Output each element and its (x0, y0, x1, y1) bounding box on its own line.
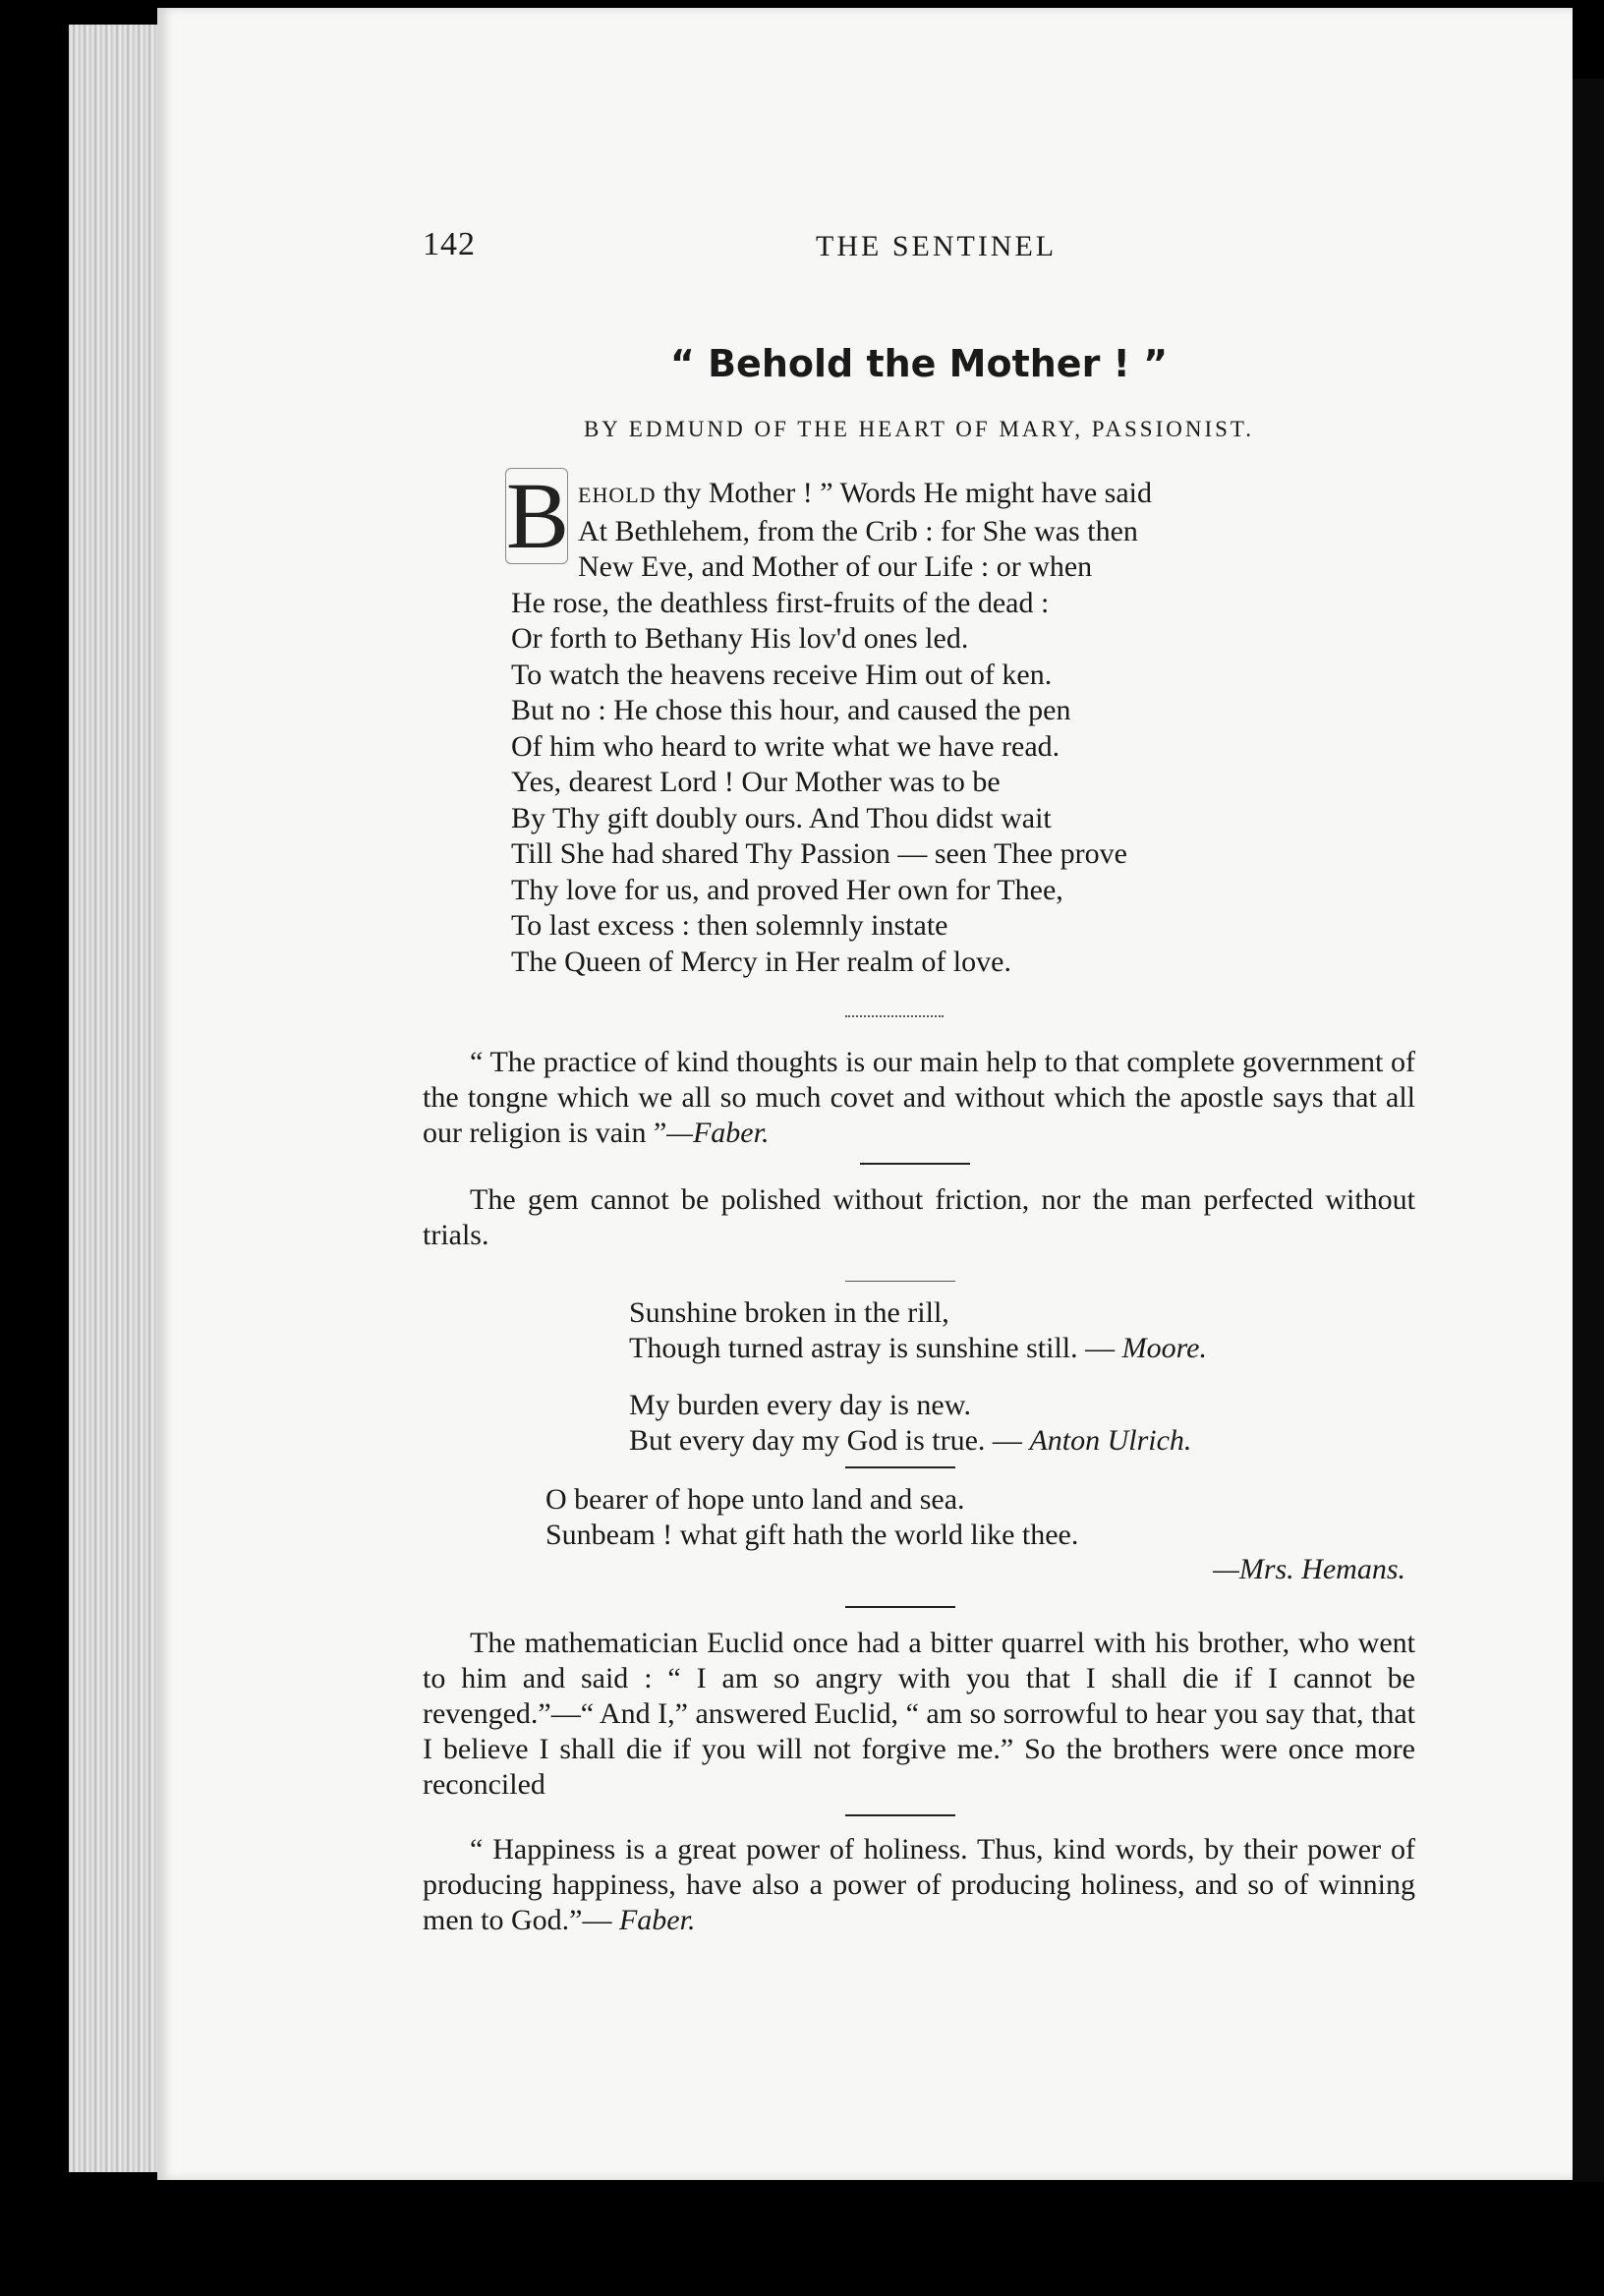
ulrich-line-1: My burden every day is new. (629, 1389, 971, 1421)
divider-rule (845, 1281, 955, 1282)
first-word: EHOLD (578, 483, 657, 507)
gem-quote: The gem cannot be polished without friction, nor the man perfected without trials. (423, 1183, 1415, 1251)
hemans-verse (545, 1482, 1415, 1553)
page-number: 142 (423, 226, 476, 262)
faber-quote-1-cite: —Faber. (666, 1117, 770, 1149)
ulrich-cite: Anton Ulrich. (1029, 1424, 1192, 1457)
divider-rule (845, 1814, 955, 1816)
hemans-line-1: O bearer of hope unto land and sea. (545, 1483, 965, 1516)
poem-line: Till She had shared Thy Passion — seen Thee prove (511, 837, 1127, 870)
moore-cite: Moore. (1121, 1332, 1207, 1364)
poem-line: Thy love for us, and proved Her own for Thee, (511, 873, 1063, 906)
poem-line: By Thy gift doubly ours. And Thou didst wait (511, 801, 1052, 834)
poem-line: He rose, the deathless first-fruits of the dead : (511, 586, 1050, 619)
euclid-anecdote: The mathematician Euclid once had a bitter quarrel with his brother, who went to him and said : “ I am so angry with you that I shall die if I cannot be revenged.”—“ And I,” answered Euclid, “ am so sorrowful to hear you say that, that I believe I shall die if you will not forgive me.” So the brothers were once more reconciled (423, 1627, 1415, 1801)
faber-quote-1-text: “ The practice of kind thoughts is our main help to that complete government of the tongne which we all so much covet and without which the apostle says that all our religion is vain ” (423, 1046, 1415, 1149)
poem-line: New Eve, and Mother of our Life : or when (578, 550, 1093, 583)
poem-line: At Bethlehem, from the Crib : for She was then (578, 514, 1138, 547)
first-line-rest: thy Mother ! ” Words He might have said (656, 477, 1152, 509)
faber-quote-2-cite: Faber. (618, 1904, 696, 1936)
dropcap: B (506, 463, 570, 568)
facing-page-edge (1573, 79, 1604, 2182)
running-title: THE SENTINEL (816, 230, 1058, 262)
hemans-cite: —Mrs. Hemans. (1213, 1553, 1405, 1585)
ulrich-verse (629, 1388, 1415, 1459)
hemans-line-2: Sunbeam ! what gift hath the world like thee. (545, 1519, 1079, 1551)
poem-line: Yes, dearest Lord ! Our Mother was to be (511, 766, 1001, 798)
poem-line: Or forth to Bethany His lov'd ones led. (511, 622, 969, 655)
moore-verse (629, 1295, 1415, 1366)
moore-line-2-text: Though turned astray is sunshine still. — (629, 1332, 1116, 1364)
divider-rule (845, 1606, 955, 1608)
divider-rule (860, 1163, 970, 1165)
moore-line-1: Sunshine broken in the rill, (629, 1296, 949, 1329)
poem-line: To watch the heavens receive Him out of ken. (511, 658, 1053, 691)
poem-line: To last excess : then solemnly instate (511, 909, 948, 942)
page-content (423, 226, 1415, 1938)
ulrich-line-2 (629, 1423, 1415, 1459)
faber-quote-2 (423, 1832, 1415, 1938)
article-title: “ Behold the Mother ! ” (669, 342, 1169, 385)
faber-quote-1 (423, 1045, 1415, 1151)
poem-line: But no : He chose this hour, and caused the pen (511, 694, 1071, 726)
poem-line: Of him who heard to write what we have read. (511, 729, 1060, 763)
poem (506, 463, 1415, 980)
running-head (423, 226, 1415, 285)
divider-rule (845, 1466, 955, 1468)
article-byline: BY EDMUND OF THE HEART OF MARY, PASSIONIST. (583, 417, 1255, 441)
ulrich-line-2-text: But every day my God is true. — (629, 1424, 1022, 1457)
ornamental-divider (845, 1011, 944, 1017)
faber-quote-2-text: “ Happiness is a great power of holiness. Thus, kind words, by their power of producing happiness, have also a power of producing holiness, and so of winning men to God.”— (423, 1833, 1415, 1936)
poem-line: The Queen of Mercy in Her realm of love. (511, 945, 1011, 978)
moore-line-2 (629, 1331, 1415, 1366)
